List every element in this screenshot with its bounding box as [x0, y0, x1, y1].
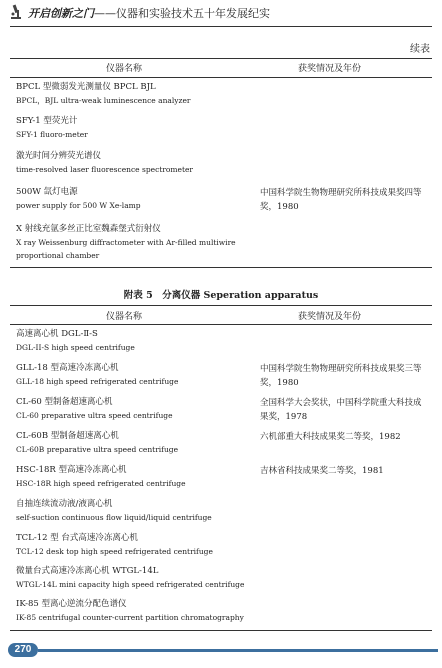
instrument-name-cn: 500W 氙灯电源	[16, 187, 78, 197]
award-info: 中国科学院生物物理研究所科技成果奖四等奖，1980	[260, 188, 422, 212]
table-row	[16, 598, 256, 624]
instrument-name-cn: CL-60 型制备超速离心机	[16, 397, 113, 407]
award-info: 中国科学院生物物理研究所科技成果奖三等奖，1980	[260, 364, 422, 388]
table-row	[16, 430, 256, 456]
table2-bottom-rule	[10, 630, 432, 631]
instrument-name-en: self-suction continuous flow liquid/liquid centrifuge	[16, 513, 212, 522]
instrument-name-en: X ray Weissenburg diffractometer with Ar-filled multiwire proportional chamber	[16, 238, 236, 260]
instrument-name-cn: X 射线充氩多丝正比室魏森堡式衍射仪	[16, 224, 161, 234]
instrument-name-cn: SFY-1 型荧光计	[16, 116, 78, 126]
table-row	[16, 81, 256, 107]
table1-head-rule	[10, 77, 432, 78]
header-rule	[10, 26, 432, 27]
instrument-name-en: power supply for 500 W Xe-lamp	[16, 201, 141, 210]
table-row	[16, 328, 256, 354]
instrument-name-cn: 激光时间分辨荧光谱仪	[16, 151, 102, 161]
instrument-name-cn: GLL-18 型高速冷冻离心机	[16, 363, 119, 373]
table-row	[16, 223, 256, 262]
footer-bar	[38, 649, 438, 652]
instrument-name-en: DGL-II-S high speed centrifuge	[16, 343, 135, 352]
instrument-name-en: SFY-1 fluoro-meter	[16, 130, 88, 139]
instrument-name-cn: HSC-18R 型高速冷冻离心机	[16, 465, 127, 475]
instrument-name-cn: 高速离心机 DGL-Ⅱ-S	[16, 329, 98, 339]
microscope-icon	[8, 4, 24, 20]
table-row	[16, 186, 256, 212]
continued-label: 续表	[410, 44, 430, 55]
instrument-name-en: GLL-18 high speed refrigerated centrifuge	[16, 377, 179, 386]
table-row	[16, 396, 256, 422]
book-subtitle: ——仪器和实验技术五十年发展纪实	[94, 7, 270, 20]
instrument-name-en: BPCL，BJL ultra-weak luminescence analyzer	[16, 96, 191, 105]
table2-title: 附表 5 分离仪器 Seperation apparatus	[123, 290, 319, 301]
award-info: 吉林省科技成果奖二等奖，1981	[260, 466, 384, 476]
award-info: 六机部重大科技成果奖二等奖，1982	[260, 432, 401, 442]
table-row	[16, 150, 256, 176]
award-info: 全国科学大会奖状，中国科学院重大科技成果奖，1978	[260, 398, 422, 422]
table-row	[16, 565, 256, 591]
table1-bottom-rule	[10, 267, 432, 268]
instrument-name-cn: TCL-12 型 台式高速冷冻离心机	[16, 533, 138, 543]
instrument-name-cn: IK-85 型离心逆流分配色谱仪	[16, 599, 127, 609]
instrument-name-en: WTGL-14L mini capacity high speed refrigerated centrifuge	[16, 580, 245, 589]
book-brand: 开启创新之门	[28, 7, 94, 20]
table2-col-award: 获奖情况及年份	[298, 312, 362, 322]
table-row	[16, 498, 256, 524]
instrument-name-cn: 微量台式高速冷冻离心机 WTGL-14L	[16, 566, 159, 576]
instrument-name-en: CL-60B preparative ultra speed centrifuge	[16, 445, 179, 454]
table-row	[16, 532, 256, 558]
instrument-name-en: TCL-12 desk top high speed refrigerated centrifuge	[16, 547, 213, 556]
instrument-name-en: CL-60 preparative ultra speed centrifuge	[16, 411, 173, 420]
instrument-name-cn: 自抽连续流动液/液离心机	[16, 499, 113, 509]
instrument-name-cn: CL-60B 型制备超速离心机	[16, 431, 119, 441]
table1-top-rule	[10, 58, 432, 59]
table2-head-rule	[10, 324, 432, 325]
instrument-name-cn: BPCL 型微弱发光测量仪 BPCL BJL	[16, 82, 156, 92]
instrument-name-en: time-resolved laser fluorescence spectrometer	[16, 165, 193, 174]
table-row	[16, 464, 256, 490]
table-row	[16, 362, 256, 388]
table1-col-name: 仪器名称	[106, 64, 143, 74]
table2-col-name: 仪器名称	[106, 312, 143, 322]
instrument-name-en: IK-85 centrifugal counter-current partition chromatography	[16, 613, 244, 622]
instrument-name-en: HSC-18R high speed refrigerated centrifuge	[16, 479, 186, 488]
running-header	[4, 2, 438, 24]
book-title	[28, 5, 270, 21]
page-number: 270	[8, 643, 38, 657]
table1-col-award: 获奖情况及年份	[298, 64, 362, 74]
table-row	[16, 115, 256, 141]
table2-top-rule	[10, 305, 432, 306]
